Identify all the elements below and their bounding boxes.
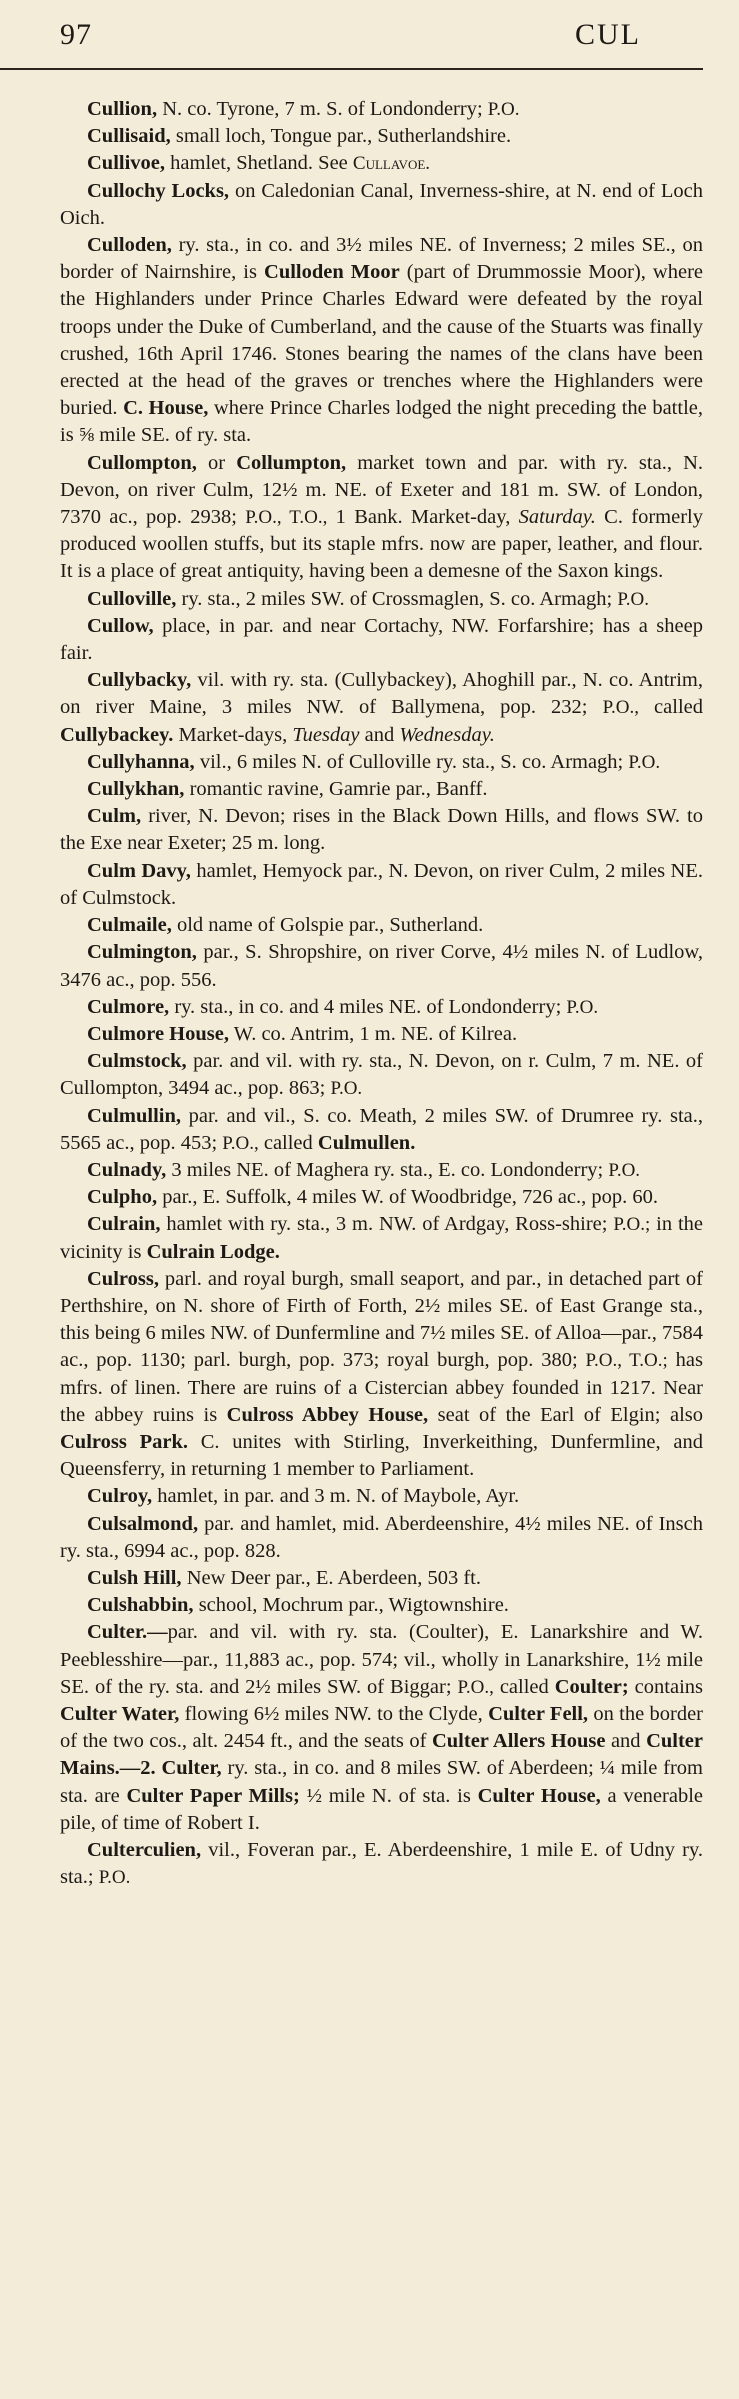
entry-headword: Culshabbin, (87, 1594, 194, 1617)
entry-headword: Culmore House, (87, 1022, 229, 1045)
entry-headword: Culrain Lodge. (146, 1240, 280, 1263)
entry-headword: Culmore, (87, 995, 170, 1018)
entry-headword: Cullivoe, (87, 152, 166, 175)
entry-abbreviation: P.O., (222, 1132, 259, 1154)
entry-text: hamlet, in par. and 3 m. N. of Maybole, Ayr. (152, 1485, 520, 1508)
entry-headword: Culm Davy, (87, 859, 191, 882)
entry-text: river, N. Devon; rises in the Black Down Hills, and flows SW. to the Exe near Exeter; 25 m. long. (60, 805, 703, 855)
entry-headword: Culross Park. (60, 1430, 188, 1453)
entry-text: ½ mile N. of sta. is (299, 1784, 478, 1807)
entry-text: par. and vil. with ry. sta. (Coulter), E. Lanarkshire and W. Peeblesshire—par., 11,883 ac., pop. 574; vil., wholly in Lanarkshire, 1½ mile SE. of the ry. sta. and 2½ miles SW. of Biggar; (60, 1621, 703, 1698)
entry-text: called (258, 1131, 318, 1154)
entry-abbreviation: P.O. (608, 1159, 641, 1181)
entry-abbreviation: P.O., (457, 1676, 494, 1698)
entry-headword: Cullybackey. (60, 723, 174, 746)
entry-text: and (359, 723, 400, 746)
gazetteer-entry (60, 96, 703, 123)
gazetteer-entry (60, 749, 703, 776)
entry-headword: Culter House, (477, 1784, 601, 1807)
entry-text: and (605, 1730, 647, 1753)
entry-text: par. and hamlet, mid. Aberdeenshire, 4½ miles NE. of Insch ry. sta., 6994 ac., pop. 828. (60, 1512, 703, 1562)
entry-text: par. and vil. with ry. sta., N. Devon, on r. Culm, 7 m. NE. of Cullompton, 3494 ac., pop. 863; (60, 1050, 703, 1100)
entry-abbreviation: P.O., T.O.; (585, 1350, 668, 1372)
entry-headword: Culmington, (87, 941, 197, 964)
entry-italic-text: Wednesday. (399, 723, 495, 746)
entry-text: vil., 6 miles N. of Culloville ry. sta., S. co. Armagh; (194, 750, 629, 773)
entry-text: flowing 6½ miles NW. to the Clyde, (179, 1702, 489, 1725)
entry-headword: Cullisaid, (87, 125, 171, 148)
gazetteer-entry (60, 1103, 703, 1157)
entry-abbreviation: P.O. (98, 1867, 131, 1889)
entry-text: par. and vil., S. co. Meath, 2 miles SW. of Drumree ry. sta., 5565 ac., pop. 453; (60, 1104, 703, 1154)
entry-text: parl. and royal burgh, small seaport, and par., in detached part of Perthshire, on N. shore of Firth of Forth, 2½ miles SE. of East Grange sta., this being 6 miles NW. of Dunfermline and 7½ miles SE. of Alloa—par., 7584 ac., pop. 1130; parl. burgh, pop. 373; royal burgh, pop. 380; (60, 1267, 703, 1372)
entry-text: small loch, Tongue par., Sutherlandshire. (170, 125, 512, 148)
entry-text: contains (628, 1675, 703, 1698)
entry-headword: Cullion, (87, 98, 158, 120)
entry-abbreviation: P.O. (330, 1078, 363, 1100)
entry-headword: Coulter; (554, 1675, 629, 1698)
entry-text: hamlet, Shetland. See (165, 152, 353, 175)
entry-text: Market-days, (173, 723, 293, 746)
gazetteer-entry (60, 1157, 703, 1184)
gazetteer-entry (60, 178, 703, 232)
running-head-word: CUL (575, 18, 641, 51)
gazetteer-entry (60, 803, 703, 857)
entry-text: ry. sta., 2 miles SW. of Crossmaglen, S. co. Armagh; (176, 587, 618, 610)
entry-text: ry. sta., in co. and 8 miles SW. of Aberdeen; ¼ mile from sta. are (60, 1757, 703, 1807)
entry-headword: Culter Fell, (488, 1702, 589, 1725)
entry-headword: Culross, (87, 1267, 159, 1290)
entry-text: on the border of the two cos., alt. 2454 ft., and the seats of (60, 1702, 704, 1753)
entry-text: vil. with ry. sta. (Cullybackey), Ahoghill par., N. co. Antrim, on river Maine, 3 miles NW. of Ballymena, pop. 232; (60, 669, 703, 719)
entry-abbreviation: P.O.; (613, 1214, 651, 1236)
entry-text: market town and par. with ry. sta., N. Devon, on river Culm, 12½ m. NE. of Exeter and 181 m. SW. of London, 7370 ac., pop. 2938; (60, 451, 703, 529)
gazetteer-entry (60, 667, 703, 749)
entry-text: place, in par. and near Cortachy, NW. Forfarshire; has a sheep fair. (60, 614, 703, 665)
entry-text: where Prince Charles lodged the night preceding the battle, is ⅝ mile SE. of ry. sta. (60, 397, 703, 447)
gazetteer-entry (60, 123, 703, 150)
entry-text: school, Mochrum par., Wigtownshire. (193, 1594, 509, 1617)
gazetteer-entry (60, 1511, 703, 1565)
gazetteer-entry (60, 613, 703, 667)
entry-text: W. co. Antrim, 1 m. NE. of Kilrea. (228, 1022, 518, 1045)
entry-headword: Culter Allers House (431, 1730, 606, 1753)
entry-headword: Culsalmond, (87, 1512, 199, 1535)
entry-headword: Cullybacky, (87, 669, 192, 692)
entry-text: ry. sta., in co. and 4 miles NE. of Londonderry; (169, 995, 567, 1018)
entry-text: hamlet, Hemyock par., N. Devon, on river Culm, 2 miles NE. of Culmstock. (60, 859, 703, 909)
gazetteer-entry (60, 1565, 703, 1592)
entry-headword: Cullompton, (87, 451, 197, 474)
gazetteer-entry (60, 232, 703, 450)
entry-italic-text: Tuesday (292, 723, 360, 746)
entry-headword: Cullykhan, (87, 778, 185, 801)
entry-headword: Cullow, (87, 614, 154, 637)
gazetteer-entry (60, 450, 703, 586)
gazetteer-entry (60, 1592, 703, 1619)
entry-text: seat of the Earl of Elgin; also (428, 1403, 703, 1426)
entry-text: (part of Drummossie Moor), where the Highlanders under Prince Charles Edward were defeated by the royal troops under the Duke of Cumberland, and the cause of the Stuarts was finally crushed, 16th April 1746. Stones bearing the names of the clans have been erected at the head of the graves or trenches where the Highlanders were buried. (60, 261, 704, 420)
gazetteer-entry (60, 994, 703, 1021)
entry-text: or (196, 451, 237, 474)
entry-italic-text: Saturday. (518, 506, 596, 529)
entry-text: called (639, 696, 703, 719)
entry-headword: Culmullen. (317, 1131, 416, 1154)
gazetteer-entry (60, 912, 703, 939)
entry-headword: Culm, (87, 805, 142, 828)
entry-headword: Cullyhanna, (87, 750, 195, 773)
entry-text: hamlet with ry. sta., 3 m. NW. of Ardgay, Ross-shire; (160, 1213, 614, 1236)
entry-headword: Culter Water, (60, 1702, 180, 1725)
entry-headword: Culmullin, (87, 1104, 181, 1127)
entry-text: romantic ravine, Gamrie par., Banff. (184, 778, 488, 801)
gazetteer-entry (60, 1483, 703, 1510)
entry-headword: Culsh Hill, (87, 1566, 182, 1589)
entry-text: N. co. Tyrone, 7 m. S. of Londonderry; (157, 98, 488, 120)
entry-text: vil., Foveran par., E. Aberdeenshire, 1 mile E. of Udny ry. sta.; (60, 1839, 703, 1889)
entry-headword: Cullochy Locks, (87, 179, 230, 202)
entry-text: old name of Golspie par., Sutherland. (171, 914, 484, 937)
entry-text: has mfrs. of linen. There are ruins of a Cistercian abbey founded in 1217. Near the abbey ruins is (60, 1349, 703, 1426)
gazetteer-entry (60, 1266, 703, 1484)
entry-headword: Culterculien, (87, 1839, 202, 1861)
entry-abbreviation: P.O. (628, 751, 661, 773)
header-rule (0, 68, 703, 70)
entry-headword: Culrain, (87, 1213, 161, 1236)
gazetteer-entry (60, 150, 703, 177)
gazetteer-entry (60, 1048, 703, 1102)
entry-abbreviation: Cullavoe. (352, 153, 431, 175)
entry-text: 1 Bank. Market-day, (327, 506, 519, 529)
gazetteer-entry (60, 939, 703, 993)
entry-headword: Collumpton, (236, 451, 347, 474)
page-number: 97 (60, 18, 92, 51)
gazetteer-entry (60, 1184, 703, 1211)
entry-text: a venerable pile, of time of Robert I. (60, 1784, 704, 1834)
gazetteer-entry (60, 586, 703, 613)
entry-headword: Culnady, (87, 1158, 167, 1181)
entry-abbreviation: P.O. (566, 996, 599, 1018)
gazetteer-entry (60, 858, 703, 912)
entry-abbreviation: P.O. (617, 588, 650, 610)
entry-headword: Culter Paper Mills; (126, 1784, 300, 1807)
entry-headword: Culloville, (87, 587, 177, 610)
entry-headword: Culross Abbey House, (226, 1403, 429, 1426)
entry-headword: Culpho, (87, 1186, 158, 1209)
entry-headword: C. House, (123, 397, 209, 420)
gazetteer-entry (60, 776, 703, 803)
entry-headword: Culter.— (87, 1621, 168, 1644)
running-head (60, 0, 703, 66)
gazetteer-entry (60, 1211, 703, 1265)
entry-headword: Culloden, (87, 234, 172, 257)
entry-headword: Culmaile, (87, 914, 172, 937)
entry-text: 3 miles NE. of Maghera ry. sta., E. co. Londonderry; (166, 1158, 609, 1181)
entry-text: C. unites with Stirling, Inverkeithing, Dunfermline, and Queensferry, in returning 1 member to Parliament. (60, 1430, 703, 1481)
gazetteer-entry (60, 1837, 703, 1891)
entry-text: on Caledonian Canal, Inverness-shire, at N. end of Loch Oich. (60, 179, 703, 229)
entry-abbreviation: P.O., (602, 697, 639, 719)
entry-headword: Culter Mains.—2. Culter, (60, 1730, 703, 1780)
entry-text: C. formerly produced woollen stuffs, but its staple mfrs. now are paper, leather, and flour. It is a place of great antiquity, having been a demesne of the Saxon kings. (60, 506, 703, 583)
entry-text: New Deer par., E. Aberdeen, 503 ft. (181, 1566, 481, 1589)
entry-text: par., E. Suffolk, 4 miles W. of Woodbridge, 726 ac., pop. 60. (157, 1186, 659, 1209)
entry-abbreviation: P.O. (487, 99, 520, 120)
entry-headword: Culroy, (87, 1485, 153, 1508)
entry-text: par., S. Shropshire, on river Corve, 4½ miles N. of Ludlow, 3476 ac., pop. 556. (60, 941, 703, 991)
entry-text: in the vicinity is (60, 1213, 703, 1263)
entry-headword: Culmstock, (87, 1050, 187, 1073)
gazetteer-entry (60, 1619, 703, 1837)
entry-text: called (493, 1675, 555, 1698)
gazetteer-entry (60, 1021, 703, 1048)
entry-headword: Culloden Moor (264, 261, 400, 284)
entry-text: ry. sta., in co. and 3½ miles NE. of Inverness; 2 miles SE., on border of Nairnshire, is (60, 234, 703, 284)
entry-abbreviation: P.O., T.O., (245, 507, 328, 529)
entry-list (60, 96, 703, 1891)
